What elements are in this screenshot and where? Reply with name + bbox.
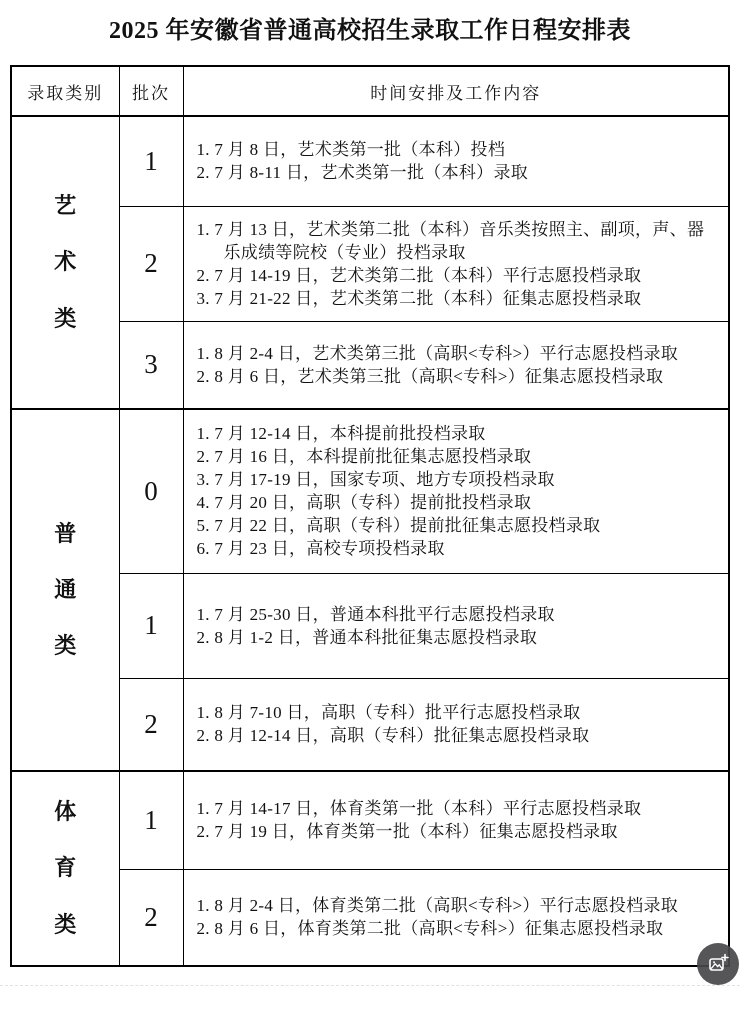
table-row [11,573,729,678]
category-label: 艺术类 [54,193,77,331]
category-label: 体育类 [54,799,77,937]
schedule-item: 1. 7 月 13 日，艺术类第二批（本科）音乐类按照主、副项，声、器乐成绩等院校（专业）投档录取 [196,219,705,262]
page-title: 2025 年安徽省普通高校招生录取工作日程安排表 [109,18,631,44]
schedule-item: 1. 7 月 12-14 日，本科提前批投档录取 [196,424,486,444]
content-cell [183,116,729,206]
content-cell [183,869,729,966]
table-row [11,321,729,409]
table-row [11,206,729,321]
schedule-item: 1. 8 月 2-4 日，艺术类第三批（高职<专科>）平行志愿投档录取 [196,343,679,363]
header-batch: 批次 [119,66,183,116]
content-cell [183,573,729,678]
content-cell [183,206,729,321]
content-cell [183,321,729,409]
schedule-item: 5. 7 月 22 日，高职（专科）提前批征集志愿投档录取 [196,516,601,536]
page-divider [0,985,740,986]
schedule-item: 2. 8 月 6 日，体育类第二批（高职<专科>）征集志愿投档录取 [196,919,664,939]
schedule-item: 1. 7 月 14-17 日，体育类第一批（本科）平行志愿投档录取 [196,799,642,819]
table-row [11,869,729,966]
header-content: 时间安排及工作内容 [183,66,729,116]
schedule-item: 2. 8 月 12-14 日，高职（专科）批征集志愿投档录取 [196,726,590,746]
table-row [11,409,729,573]
schedule-item: 1. 7 月 25-30 日，普通本科批平行志愿投档录取 [196,604,555,624]
schedule-item: 6. 7 月 23 日，高校专项投档录取 [196,539,445,559]
schedule-item: 2. 8 月 1-2 日，普通本科批征集志愿投档录取 [196,627,538,647]
schedule-item: 3. 7 月 17-19 日，国家专项、地方专项投档录取 [196,470,555,490]
table-row [11,116,729,206]
content-cell [183,771,729,869]
table-row [11,678,729,771]
content-cell [183,678,729,771]
batch-cell: 1 [119,573,183,678]
category-cell-regular [11,409,119,771]
content-cell [183,409,729,573]
batch-cell: 2 [119,206,183,321]
schedule-item: 1. 7 月 8 日，艺术类第一批（本科）投档 [196,140,506,160]
category-label: 普通类 [54,520,77,659]
batch-cell: 2 [119,869,183,966]
schedule-item: 3. 7 月 21-22 日，艺术类第二批（本科）征集志愿投档录取 [196,288,642,308]
batch-cell: 2 [119,678,183,771]
schedule-table [10,65,730,967]
schedule-item: 4. 7 月 20 日，高职（专科）提前批投档录取 [196,493,532,513]
schedule-item: 2. 7 月 14-19 日，艺术类第二批（本科）平行志愿投档录取 [196,265,642,285]
batch-cell: 3 [119,321,183,409]
batch-cell: 1 [119,771,183,869]
table-header-row [11,66,729,116]
schedule-item: 1. 8 月 2-4 日，体育类第二批（高职<专科>）平行志愿投档录取 [196,896,679,916]
schedule-item: 2. 7 月 19 日，体育类第一批（本科）征集志愿投档录取 [196,822,618,842]
batch-cell: 1 [119,116,183,206]
category-cell-art [11,116,119,409]
table-row [11,771,729,869]
category-cell-sports [11,771,119,966]
header-category: 录取类别 [11,66,119,116]
schedule-item: 2. 7 月 16 日，本科提前批征集志愿投档录取 [196,447,532,467]
batch-cell: 0 [119,409,183,573]
add-image-icon [707,953,729,975]
image-action-button[interactable] [697,943,739,985]
schedule-item: 1. 8 月 7-10 日，高职（专科）批平行志愿投档录取 [196,703,581,723]
schedule-item: 2. 7 月 8-11 日，艺术类第一批（本科）录取 [196,163,529,183]
schedule-item: 2. 8 月 6 日，艺术类第三批（高职<专科>）征集志愿投档录取 [196,366,664,386]
